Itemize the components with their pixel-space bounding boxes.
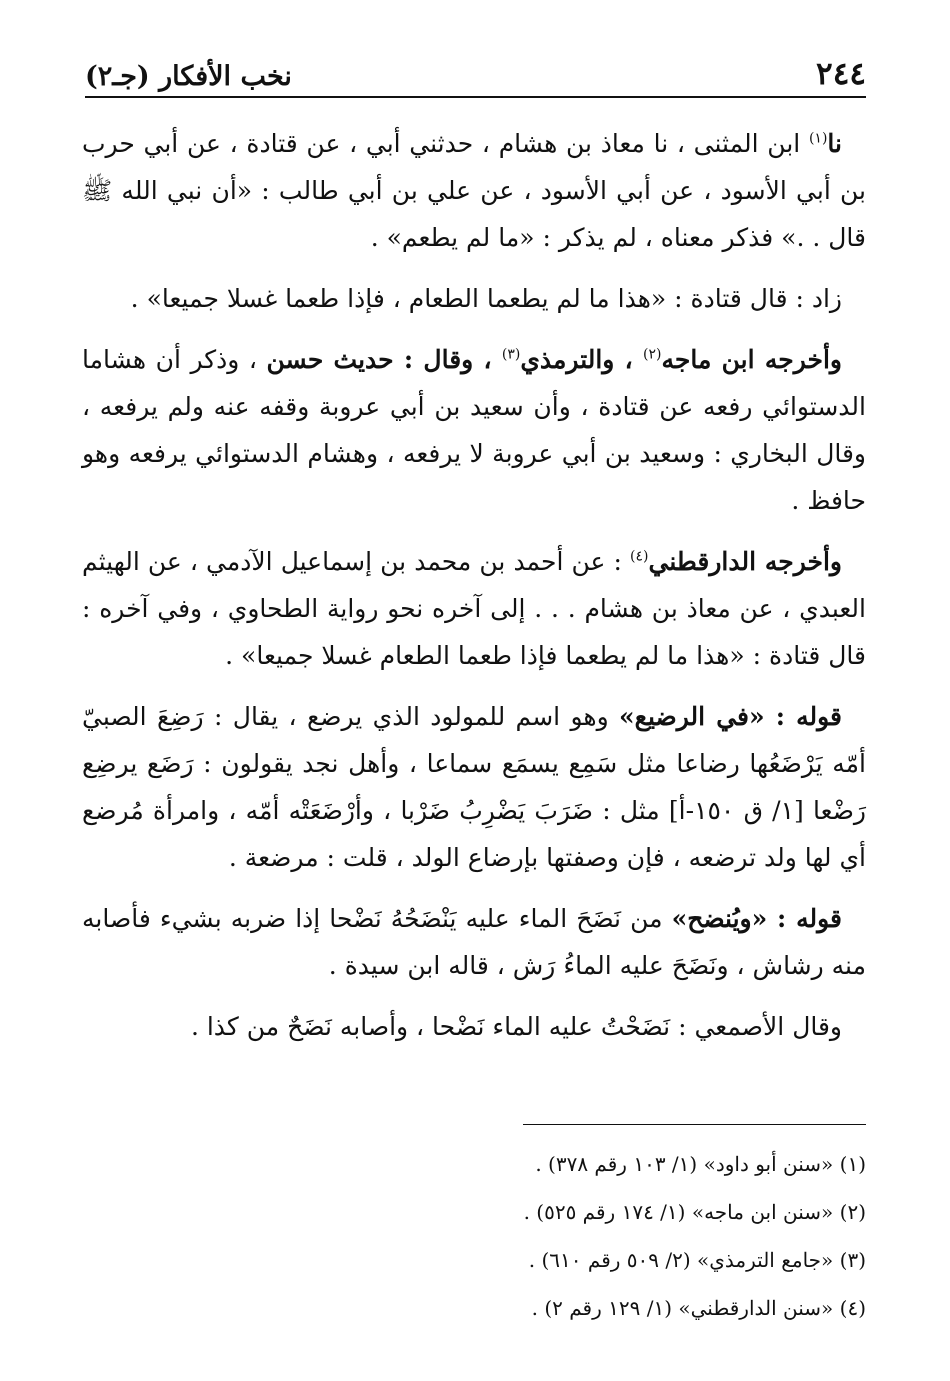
- paragraph-lead-continued: ، وقال : حديث حسن: [266, 345, 502, 374]
- paragraph-text: ، وذكر أن هشاما الدستوائي رفعه عن قتادة ، وأن سعيد بن أبي عروبة وقفه عنه ولم يرفعه ، وقال البخاري : وسعيد بن أبي عروبة لا يرفعه ، وهشام الدستوائي يرفعه وهو حافظ .: [82, 345, 866, 515]
- paragraph-3: [82, 336, 866, 524]
- paragraph-text: زاد : قال قتادة : «هذا ما لم يطعما الطعام ، فإذا طعما غسلا جميعا» .: [130, 284, 842, 313]
- paragraph-7: [82, 1003, 866, 1050]
- paragraph-1: [82, 120, 866, 261]
- footnote-3: (٣) «جامع الترمذي» (٢/ ٥٠٩ رقم ٦١٠) .: [528, 1248, 866, 1272]
- paragraph-lead: قوله : «ويُنضح»: [671, 904, 842, 933]
- footnote-1: (١) «سنن أبو داود» (١/ ١٠٣ رقم ٣٧٨) .: [535, 1152, 866, 1176]
- paragraph-6: [82, 895, 866, 989]
- paragraph-text: : عن أحمد بن محمد بن إسماعيل الآدمي ، عن الهيثم العبدي ، عن معاذ بن هشام . . . إلى آخره نحو رواية الطحاوي ، وفي آخره : قال قتادة : «هذا ما لم يطعما فإذا طعما الطعام غسلا جميعا» .: [82, 547, 866, 670]
- paragraph-2: [82, 275, 866, 322]
- footnote-ref[interactable]: (٢): [643, 346, 662, 363]
- paragraph-lead: وأخرجه ابن ماجه: [661, 345, 842, 374]
- page-number: ٢٤٤: [816, 56, 866, 92]
- footnote-4: (٤) «سنن الدارقطني» (١/ ١٢٩ رقم ٢) .: [531, 1296, 866, 1320]
- page-header: [85, 58, 866, 98]
- paragraph-text: من نَضَحَ الماء عليه يَنْضَحُهُ نَضْحا إذا ضربه بشيء فأصابه منه رشاش ، ونَضَحَ عليه الماءُ رَش ، قاله ابن سيدة .: [82, 904, 866, 980]
- footnotes: [82, 1140, 866, 1332]
- paragraph-text: وهو اسم للمولود الذي يرضع ، يقال : رَضِعَ الصبيّ أمّه يَرْضَعُها رضاعا مثل سَمِع يسمَع سماعا ، وأهل نجد يقولون : رَضَع يرضِع رَضْعا [١/ ق ١٥٠-أ] مثل : ضَرَبَ يَضْرِبُ ضَرْبا ، وأرْضَعَتْه أمّه ، وامرأة مُرضع أي لها ولد ترضعه ، فإن وصفتها بإرضاع الولد ، قلت : مرضعة .: [82, 702, 866, 872]
- running-title: نخب الأفكار (جـ٢): [85, 61, 292, 92]
- paragraph-4: [82, 538, 866, 679]
- footnote-2: (٢) «سنن ابن ماجه» (١/ ١٧٤ رقم ٥٢٥) .: [523, 1200, 866, 1224]
- footnote-ref[interactable]: (٤): [630, 548, 649, 565]
- paragraph-5: [82, 693, 866, 881]
- paragraph-lead: قوله : «في الرضيع»: [619, 702, 842, 731]
- footnote-ref[interactable]: (٣): [501, 346, 521, 363]
- paragraph-lead: وأخرجه الدارقطني: [648, 547, 842, 576]
- paragraph-text: ابن المثنى ، نا معاذ بن هشام ، حدثني أبي ، عن قتادة ، عن أبي حرب بن أبي الأسود ، عن أبي الأسود ، عن علي بن أبي طالب : «أن نبي الله ﷺ قال . .» فذكر معناه ، لم يذكر : «ما لم يطعم» .: [82, 129, 866, 252]
- main-text: [82, 120, 866, 1064]
- footnote-divider: [523, 1124, 866, 1125]
- paragraph-lead: نا: [827, 129, 842, 158]
- paragraph-lead-continued: ، والترمذي: [520, 345, 644, 374]
- paragraph-text: وقال الأصمعي : نَضَحْتُ عليه الماء نَضْحا ، وأصابه نَضَحٌ من كذا .: [190, 1012, 842, 1041]
- footnote-ref[interactable]: (١): [808, 130, 828, 147]
